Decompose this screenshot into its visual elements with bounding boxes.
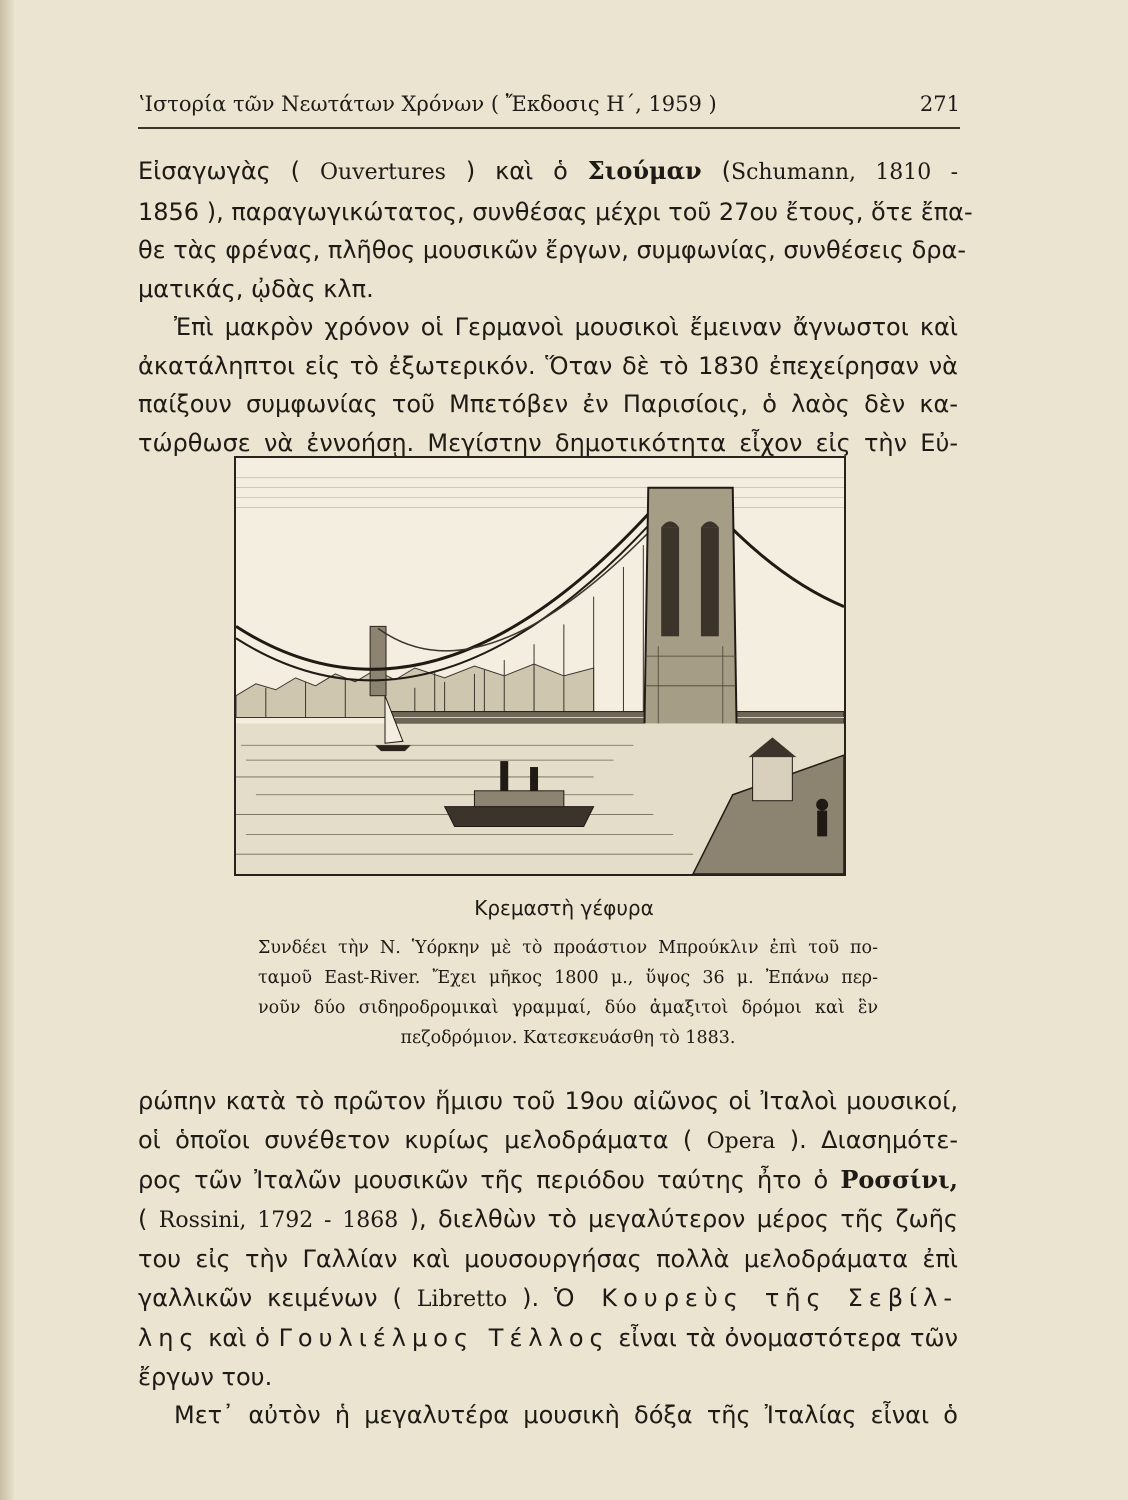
paragraph-3-line: ἔργων του. [138,1362,273,1391]
composer-name-rossini: Ροσσίνι, [840,1165,958,1194]
caption-line: Συνδέει τὴν Ν. Ὑόρκην μὲ τὸ προάστιον Μπρούκλιν ἐπὶ τοῦ πο- [258,938,878,958]
paragraph-1-line: θε τὰς φρένας, πλῆθος μουσικῶν ἔργων, συμφωνίας, συνθέσεις δρα- [138,236,967,264]
paragraph-1-line [138,152,958,193]
paragraph-2-line: τώρθωσε νὰ ἐννοήσῃ. Μεγίστην δημοτικότητα εἶχον εἰς τὴν Εὐ- [138,428,958,457]
caption-line: πεζοδρόμιον. Κατεσκευάσθη τὸ 1883. [400,1028,736,1048]
foreign-term: Ouvertures [319,160,446,185]
text-run: εἶναι τὰ ὀνομαστότερα τῶν [618,1324,958,1352]
paragraph-3-line [138,1200,958,1241]
text-run: ), διελθὼν τὸ μεγαλύτερον μέρος τῆς ζωῆς [409,1204,958,1233]
text-block-bottom [138,1082,958,1435]
paragraph-3-line: του εἰς τὴν Γαλλίαν καὶ μουσουργήσας πολλὰ μελοδράματα ἐπὶ [138,1245,958,1273]
paragraph-2-line: Ἐπὶ μακρὸν χρόνον οἱ Γερμανοὶ μουσικοὶ ἔμειναν ἄγνωστοι καὶ [174,313,958,341]
paragraph-1-line: ματικάς, ᾠδὰς κλπ. [138,274,374,303]
figure-caption [258,933,878,1053]
paragraph-2-line: παίξουν συμφωνίας τοῦ Μπετόβεν ἐν Παρισίοις, ὁ λαὸς δὲν κα- [138,390,958,418]
paragraph-3-line [138,1161,958,1200]
paragraph-3-line [138,1279,958,1320]
bridge-illustration [234,456,846,876]
paragraph-4-line: Μετ᾽ αὐτὸν ἡ μεγαλυτέρα μουσικὴ δόξα τῆς Ἰταλίας εἶναι ὁ [174,1401,958,1429]
text-run: ( [138,1204,148,1233]
foreign-term: Schumann, 1810 - [731,160,959,185]
page-number: 271 [919,92,960,116]
composer-name-schumann: Σιούμαν [587,156,702,185]
text-run: Εἰσαγωγὰς ( [138,157,301,185]
text-run: γαλλικῶν κειμένων ( [138,1283,402,1312]
paragraph-3-line: ρώπην κατὰ τὸ πρῶτον ἥμισυ τοῦ 19ου αἰῶνος οἱ Ἰταλοὶ μουσικοί, [138,1087,958,1115]
paragraph-3-line [138,1121,958,1162]
text-run: ρος τῶν Ἰταλῶν μουσικῶν τῆς περιόδου ταύτης ἦτο ὁ [138,1166,829,1194]
text-run: ). Διασημότε- [789,1125,958,1154]
suspension-bridge-engraving [236,458,844,874]
foreign-term: Libretto [416,1286,508,1312]
foreign-term: Rossini, 1792 - 1868 [158,1207,399,1233]
text-run: ( [721,157,731,185]
header-rule [138,127,960,129]
paragraph-3-line [138,1319,958,1358]
caption-line: νοῦν δύο σιδηροδρομικαὶ γραμμαί, δύο ἁμαξιτοὶ δρόμοι καὶ ἓν [258,998,878,1018]
opera-title: λης [138,1324,200,1352]
caption-line: ταμοῦ East-River. Ἔχει μῆκος 1800 μ., ὕψος 36 μ. Ἐπάνω περ- [258,968,878,988]
text-run: ). [522,1283,540,1312]
header-title: ʽΙστορία τῶν Νεωτάτων Χρόνων ( Ἔκδοσις Η΄, 1959 ) [138,92,717,116]
page-binding-edge [0,0,14,1500]
foreign-term: Opera [706,1128,776,1154]
text-block-top [138,152,973,462]
text-run: καὶ ὁ [208,1324,270,1352]
opera-title: Γουλιέλμος Τέλλος [278,1324,610,1352]
paragraph-2-line: ἀκατάληπτοι εἰς τὸ ἐξωτερικόν. Ὅταν δὲ τὸ 1830 ἐπεχείρησαν νὰ [138,351,958,380]
paragraph-1-line: 1856 ), παραγωγικώτατος, συνθέσας μέχρι τοῦ 27ου ἔτους, ὅτε ἔπα- [138,197,973,226]
text-run: οἱ ὁποῖοι συνέθετον κυρίως μελοδράματα ( [138,1125,693,1154]
text-run: ) καὶ ὁ [465,157,568,185]
figure-title: Κρεμαστὴ γέφυρα [474,896,654,920]
opera-title: Ὁ Κουρεὺς τῆς Σεβίλ- [554,1283,959,1312]
